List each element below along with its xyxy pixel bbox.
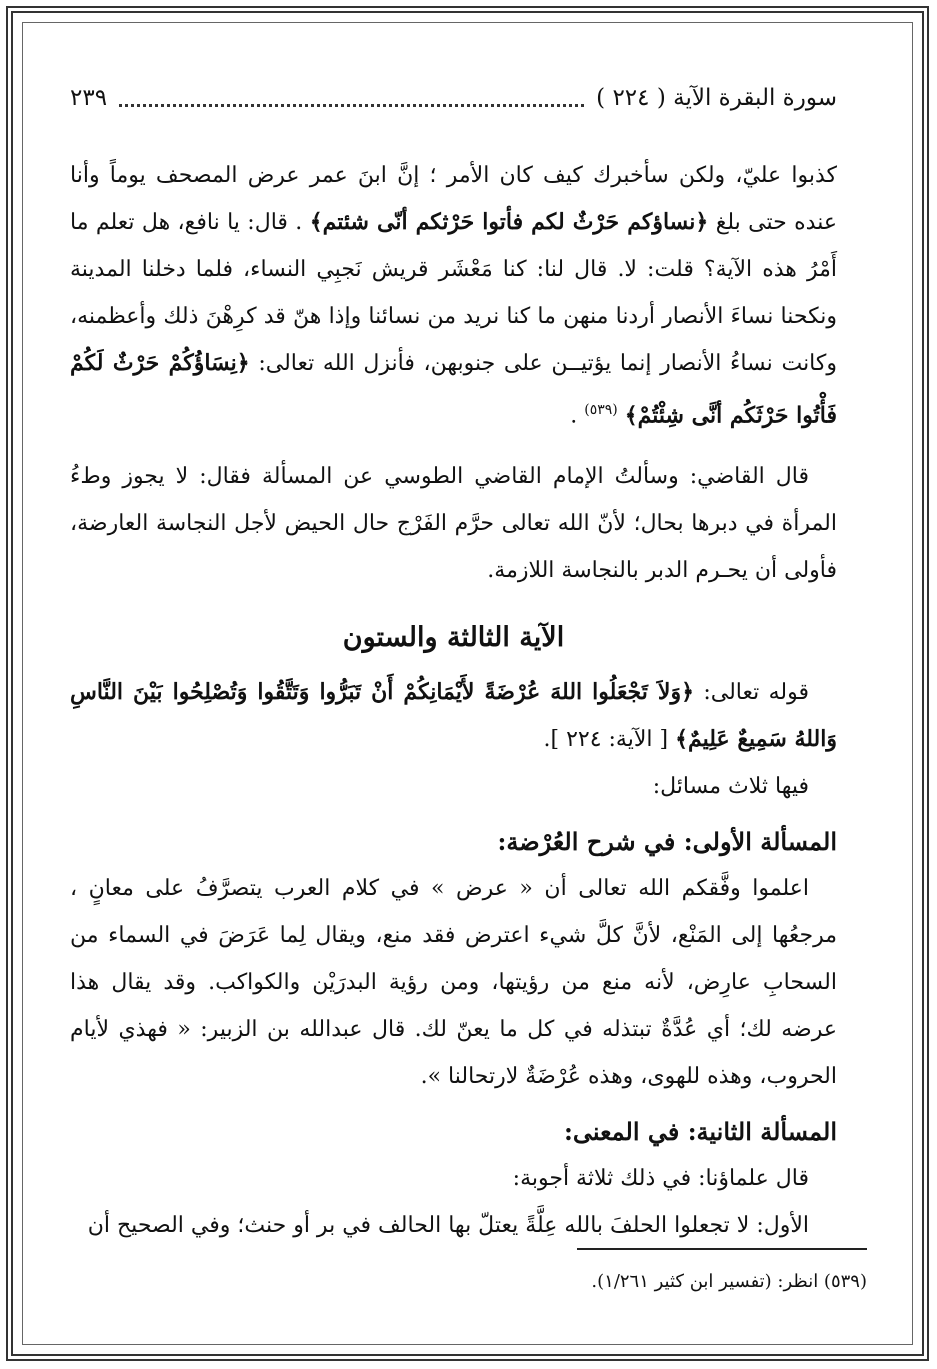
issue-heading-1: المسألة الأولى: في شرح العُرْضة:: [497, 827, 837, 857]
page-number: ٢٣٩: [70, 85, 108, 111]
paragraph-4: فيها ثلاث مسائل:: [652, 774, 809, 800]
header-title: سورة البقرة الآية ( ٢٢٤ ): [596, 85, 837, 111]
paragraph-3: [70, 669, 837, 763]
p1-text-b: . قال: يا نافع، هل تعلم ما أَمْرُ هذه الآية؟ قلت: لا. قال لنا: كنا مَعْشَر قريش نَجبِي النساء، فلما دخلنا المدينة ونكحنا نساءَ الأنصار أردنا منهن ما كنا نريد من نسائنا وإذا هنّ قد كرِهْنَ ذلك وأعظمنه، وكانت نساءُ الأنصار إنما يؤتيــن على جنوبهن، فأنزل الله تعالى:: [70, 210, 837, 376]
book-page: [70, 64, 837, 1329]
paragraph-5: اعلموا وفَّقكم الله تعالى أن « عرض » في كلام العرب يتصرَّفُ على معانٍ ، مرجعُها إلى المَنْع، لأنَّ كلَّ شيء اعترض فقد منع، ويقال لِما عَرَضَ في السماء من السحابِ عارِض، لأنه منع من رؤيتها، ومن رؤية البدرَيْن والكواكب. وقد يقال هذا عرضه لك؛ أي عُدَّةٌ تبتذله في كل ما يعنّ لك. قال عبدالله بن الزبير: « فهذي لأيام الحروب، وهذه للهوى، وهذه عُرْضَةٌ لارتحالنا ».: [70, 876, 837, 1090]
quran-verse-1: ﴿نساؤكم حَرْثٌ لكم فأتوا حَرْثكم أنّى شئتم﴾: [309, 209, 709, 235]
paragraph-2: قال القاضي: وسألتُ الإمام القاضي الطوسي عن المسألة فقال: لا يجوز وطءُ المرأة في دبرها بحال؛ لأنّ الله تعالى حرَّم الفَرْج حال الحيض لأجل النجاسة العارضة، فأولى أن يحـرم الدبر بالنجاسة اللازمة.: [70, 464, 837, 584]
paragraph-1: [70, 152, 837, 439]
footnote: (٥٣٩) انظر: (تفسير ابن كثير ١/٢٦١).: [591, 1271, 867, 1292]
p3-text-b: [ الآية: ٢٢٤ ].: [543, 727, 669, 753]
footnote-separator: [577, 1248, 867, 1250]
section-title: الآية الثالثة والستون: [342, 622, 565, 654]
quran-verse-3: ﴿وَلاَ تَجْعَلُوا اللهَ عُرْضَةً لأَيْمَانِكُمْ أَنْ تَبَرُّوا وَتَتَّقُوا وَتُصْلِحُوا بَيْنَ النَّاسِ وَاللهُ سَمِيعٌ عَلِيمٌ﴾: [70, 679, 837, 753]
quran-verse-2: ﴿نِسَاؤُكُمْ حَرْثٌ لَكُمْ فَأْتُوا حَرْثَكُم أنَّى شِئْتُمْ﴾: [70, 350, 837, 429]
header-leader-dots: [119, 90, 584, 107]
p1-text-a: كذبوا عليّ، ولكن سأخبرك كيف كان الأمر ؛ إنَّ ابنَ عمر عرض المصحف يوماً وأنا عنده حتى بلغ: [70, 163, 837, 235]
running-header: [70, 78, 837, 118]
issue-heading-2: المسألة الثانية: في المعنى:: [563, 1117, 837, 1147]
footnote-ref: (٥٣٩): [584, 402, 618, 418]
page-body: [70, 152, 837, 1249]
paragraph-6: قال علماؤنا: في ذلك ثلاثة أجوبة:: [512, 1166, 809, 1192]
paragraph-7: الأول: لا تجعلوا الحلفَ بالله عِلَّةً يعتلّ بها الحالف في بر أو حنث؛ وفي الصحيح أن: [87, 1213, 809, 1239]
p3-text-a: قوله تعالى:: [703, 680, 810, 706]
p1-end: .: [570, 403, 578, 429]
